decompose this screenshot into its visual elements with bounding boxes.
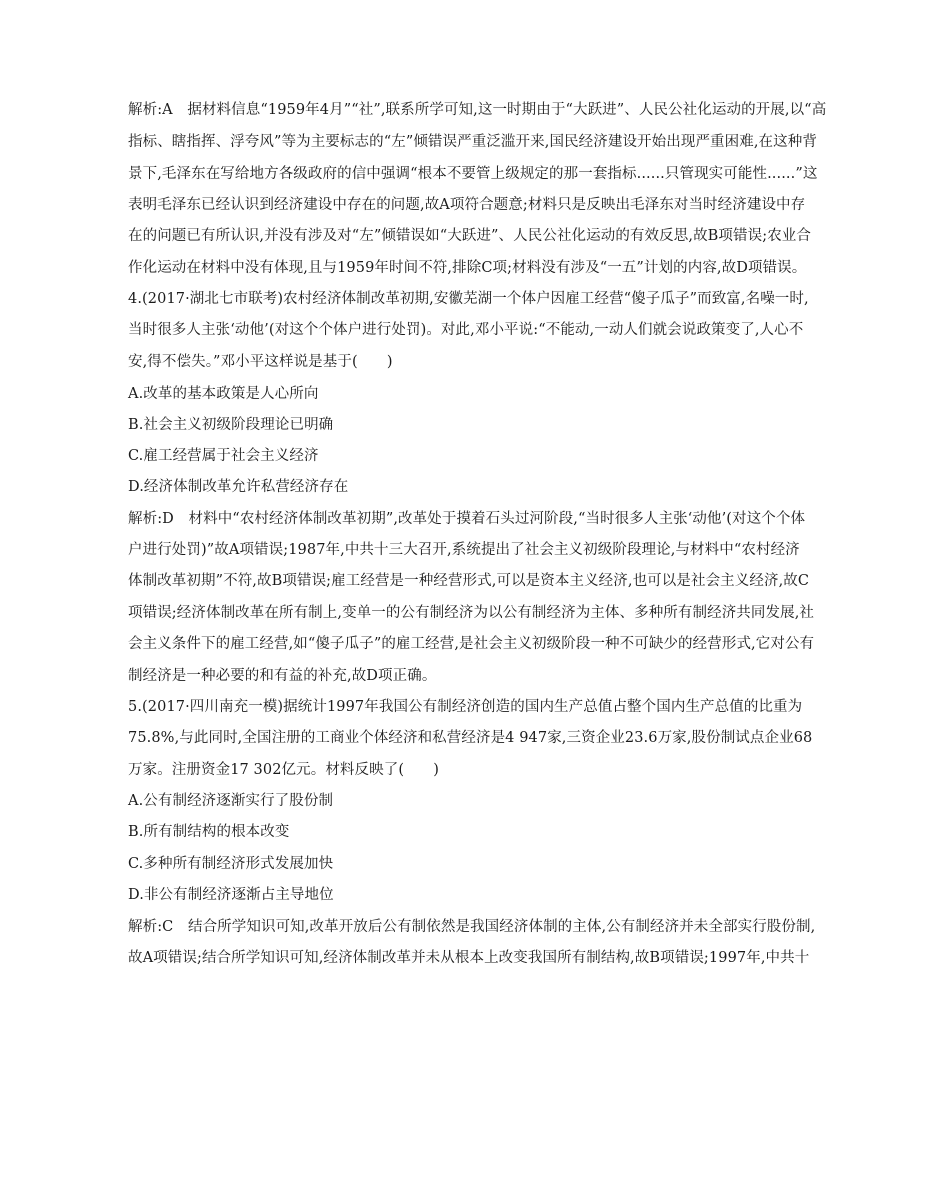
analysis-3-line-5: 在的问题已有所认识,并没有涉及对“左”倾错误如“大跃进”、人民公社化运动的有效反思,故B项错误;农业合	[128, 228, 812, 244]
question-5-option-a: A.公有制经济逐渐实行了股份制	[128, 793, 334, 809]
question-4-line-2: 当时很多人主张‘动他’(对这个个体户进行处罚)。对此,邓小平说:“不能动,一动人们就会说政策变了,人心不	[128, 322, 804, 338]
question-4-line-1: 4.(2017·湖北七市联考)农村经济体制改革初期,安徽芜湖一个体户因雇工经营“傻子瓜子”而致富,名噪一时,	[128, 291, 809, 307]
analysis-3-line-1: 解析:A 据材料信息“1959年4月”“社”,联系所学可知,这一时期由于“大跃进”、人民公社化运动的开展,以“高	[128, 102, 827, 118]
analysis-3-line-4: 表明毛泽东已经认识到经济建设中存在的问题,故A项符合题意;材料只是反映出毛泽东对当时经济建设中存	[128, 197, 806, 213]
analysis-4-line-4: 项错误;经济体制改革在所有制上,变单一的公有制经济为以公有制经济为主体、多种所有制经济共同发展,社	[128, 605, 814, 621]
analysis-4-line-2: 户进行处罚)”故A项错误;1987年,中共十三大召开,系统提出了社会主义初级阶段理论,与材料中“农村经济	[128, 542, 800, 558]
analysis-4-line-1: 解析:D 材料中“农村经济体制改革初期”,改革处于摸着石头过河阶段,“当时很多人主张‘动他’(对这个个体	[128, 511, 806, 527]
question-5-line-1: 5.(2017·四川南充一模)据统计1997年我国公有制经济创造的国内生产总值占整个国内生产总值的比重为	[128, 699, 803, 715]
question-4-option-b: B.社会主义初级阶段理论已明确	[128, 417, 334, 433]
question-5-option-c: C.多种所有制经济形式发展加快	[128, 856, 334, 872]
analysis-3-line-2: 指标、瞎指挥、浮夸风”等为主要标志的“左”倾错误严重泛滥开来,国民经济建设开始出现严重困难,在这种背	[128, 134, 817, 150]
question-5-option-b: B.所有制结构的根本改变	[128, 824, 290, 840]
question-5-line-2: 75.8%,与此同时,全国注册的工商业个体经济和私营经济是4 947家,三资企业23.6万家,股份制试点企业68	[128, 730, 813, 746]
question-4-option-d: D.经济体制改革允许私营经济存在	[128, 479, 349, 495]
question-5-line-3: 万家。注册资金17 302亿元。材料反映了( )	[128, 762, 440, 778]
analysis-4-line-5: 会主义条件下的雇工经营,如“傻子瓜子”的雇工经营,是社会主义初级阶段一种不可缺少的经营形式,它对公有	[128, 636, 815, 652]
analysis-4-line-3: 体制改革初期”不符,故B项错误;雇工经营是一种经营形式,可以是资本主义经济,也可以是社会主义经济,故C	[128, 573, 810, 589]
analysis-3-line-6: 作化运动在材料中没有体现,且与1959年时间不符,排除C项;材料没有涉及“一五”计划的内容,故D项错误。	[128, 260, 807, 276]
analysis-3-line-3: 景下,毛泽东在写给地方各级政府的信中强调“根本不要管上级规定的那一套指标......只管现实可能性......”这	[128, 166, 818, 182]
analysis-5-line-2: 故A项错误;结合所学知识可知,经济体制改革并未从根本上改变我国所有制结构,故B项错误;1997年,中共十	[128, 950, 810, 966]
question-5-option-d: D.非公有制经济逐渐占主导地位	[128, 887, 334, 903]
question-4-option-a: A.改革的基本政策是人心所向	[128, 386, 319, 402]
analysis-4-line-6: 制经济是一种必要的和有益的补充,故D项正确。	[128, 668, 437, 684]
question-4-option-c: C.雇工经营属于社会主义经济	[128, 448, 319, 464]
analysis-5-line-1: 解析:C 结合所学知识可知,改革开放后公有制依然是我国经济体制的主体,公有制经济并未全部实行股份制,	[128, 919, 816, 935]
question-4-line-3: 安,得不偿失。”邓小平这样说是基于( )	[128, 354, 393, 370]
